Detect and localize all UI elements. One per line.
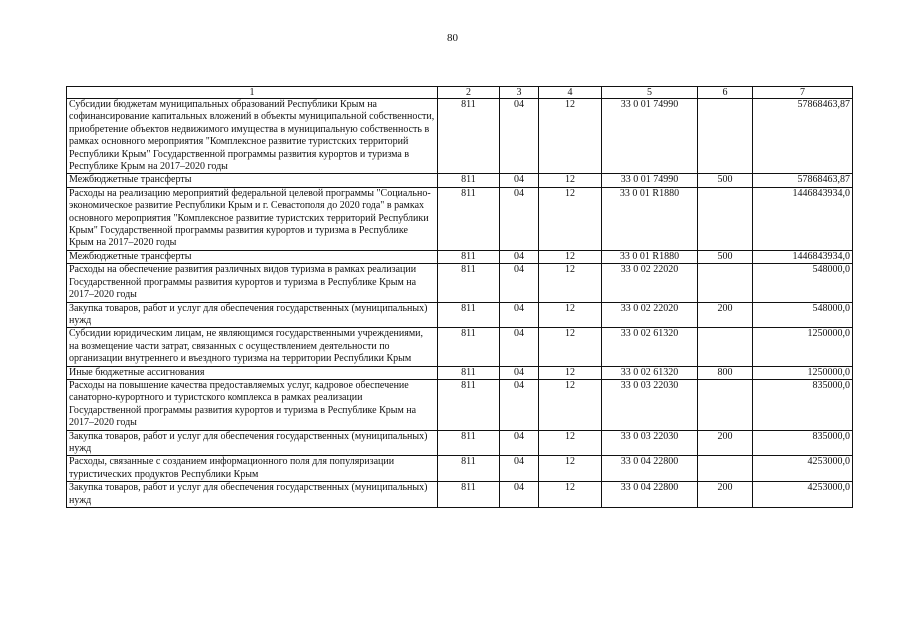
cell-expense-name: Межбюджетные трансферты	[67, 250, 438, 263]
cell-expense-type: 200	[698, 302, 753, 328]
cell-expense-name: Субсидии юридическим лицам, не являющимся государственными учреждениями, на возмещение части затрат, связанных с осуществлением деятельности по организации внутреннего и въездного туризма на территории Республики Крым	[67, 328, 438, 366]
header-col-5: 5	[602, 87, 698, 99]
cell-expense-type: 800	[698, 366, 753, 379]
cell-amount: 548000,0	[753, 264, 853, 302]
cell-target-article: 33 0 01 R1880	[602, 250, 698, 263]
cell-ministry-code: 811	[438, 456, 500, 482]
page-number: 80	[447, 32, 458, 44]
cell-expense-type	[698, 99, 753, 174]
table-row	[67, 366, 853, 379]
cell-section-code: 04	[500, 250, 539, 263]
cell-amount: 1446843934,0	[753, 250, 853, 263]
cell-ministry-code: 811	[438, 430, 500, 456]
cell-target-article: 33 0 03 22030	[602, 379, 698, 430]
cell-amount: 4253000,0	[753, 482, 853, 508]
cell-expense-name: Расходы на повышение качества предоставляемых услуг, кадровое обеспечение санаторно-курортного и туристского комплекса в рамках реализации Государственной программы развития курортов и туризма в Республике Крым на 2017–2020 годы	[67, 379, 438, 430]
table-row	[67, 99, 853, 174]
cell-subsection-code: 12	[539, 302, 602, 328]
cell-expense-type: 500	[698, 250, 753, 263]
cell-target-article: 33 0 02 22020	[602, 302, 698, 328]
cell-section-code: 04	[500, 174, 539, 187]
cell-amount: 548000,0	[753, 302, 853, 328]
cell-subsection-code: 12	[539, 430, 602, 456]
cell-expense-type: 200	[698, 482, 753, 508]
cell-subsection-code: 12	[539, 482, 602, 508]
cell-target-article: 33 0 04 22800	[602, 482, 698, 508]
cell-expense-type	[698, 187, 753, 250]
table-row	[67, 328, 853, 366]
header-row	[67, 87, 853, 99]
cell-ministry-code: 811	[438, 250, 500, 263]
cell-expense-name: Закупка товаров, работ и услуг для обеспечения государственных (муниципальных) нужд	[67, 302, 438, 328]
cell-ministry-code: 811	[438, 328, 500, 366]
cell-target-article: 33 0 01 74990	[602, 174, 698, 187]
table-row	[67, 456, 853, 482]
cell-ministry-code: 811	[438, 302, 500, 328]
cell-section-code: 04	[500, 456, 539, 482]
cell-section-code: 04	[500, 482, 539, 508]
cell-ministry-code: 811	[438, 187, 500, 250]
cell-section-code: 04	[500, 430, 539, 456]
cell-amount: 4253000,0	[753, 456, 853, 482]
cell-expense-name: Закупка товаров, работ и услуг для обеспечения государственных (муниципальных) нужд	[67, 482, 438, 508]
cell-subsection-code: 12	[539, 99, 602, 174]
table-row	[67, 430, 853, 456]
cell-amount: 1446843934,0	[753, 187, 853, 250]
cell-ministry-code: 811	[438, 366, 500, 379]
table-row	[67, 482, 853, 508]
cell-amount: 1250000,0	[753, 328, 853, 366]
cell-expense-type	[698, 328, 753, 366]
cell-section-code: 04	[500, 187, 539, 250]
header-col-3: 3	[500, 87, 539, 99]
budget-table	[66, 86, 853, 508]
header-col-4: 4	[539, 87, 602, 99]
cell-target-article: 33 0 02 61320	[602, 328, 698, 366]
cell-target-article: 33 0 02 61320	[602, 366, 698, 379]
cell-expense-name: Субсидии бюджетам муниципальных образований Республики Крым на софинансирование капитальных вложений в объекты муниципальной собственности, приобретение объектов недвижимого имущества в муниципальную собственность в рамках основного мероприятия "Комплексное развитие туристских территорий Республики Крым" Государственной программы развития курортов и туризма в Республике Крым на 2017–2020 годы	[67, 99, 438, 174]
cell-amount: 835000,0	[753, 379, 853, 430]
cell-target-article: 33 0 02 22020	[602, 264, 698, 302]
cell-section-code: 04	[500, 366, 539, 379]
cell-target-article: 33 0 01 74990	[602, 99, 698, 174]
cell-expense-type: 200	[698, 430, 753, 456]
table-row	[67, 264, 853, 302]
cell-subsection-code: 12	[539, 456, 602, 482]
cell-target-article: 33 0 03 22030	[602, 430, 698, 456]
cell-expense-type	[698, 264, 753, 302]
table-body	[67, 99, 853, 508]
cell-amount: 57868463,87	[753, 174, 853, 187]
cell-section-code: 04	[500, 379, 539, 430]
cell-expense-name: Расходы на реализацию мероприятий федеральной целевой программы "Социально-экономическое развитие Республики Крым и г. Севастополя до 2020 года" в рамках основного мероприятия "Комплексное развитие туристских территорий Республики Крым" Государственной программы развития курортов и туризма в Республике Крым на 2017–2020 годы	[67, 187, 438, 250]
cell-section-code: 04	[500, 328, 539, 366]
cell-amount: 57868463,87	[753, 99, 853, 174]
cell-subsection-code: 12	[539, 264, 602, 302]
table-row	[67, 174, 853, 187]
cell-section-code: 04	[500, 264, 539, 302]
cell-expense-type	[698, 456, 753, 482]
table-row	[67, 250, 853, 263]
cell-subsection-code: 12	[539, 187, 602, 250]
cell-subsection-code: 12	[539, 174, 602, 187]
cell-expense-name: Расходы на обеспечение развития различных видов туризма в рамках реализации Государственной программы развития курортов и туризма в Республике Крым на 2017–2020 годы	[67, 264, 438, 302]
cell-section-code: 04	[500, 99, 539, 174]
cell-ministry-code: 811	[438, 264, 500, 302]
cell-target-article: 33 0 04 22800	[602, 456, 698, 482]
header-col-6: 6	[698, 87, 753, 99]
cell-subsection-code: 12	[539, 328, 602, 366]
cell-ministry-code: 811	[438, 174, 500, 187]
header-col-1: 1	[67, 87, 438, 99]
cell-amount: 835000,0	[753, 430, 853, 456]
cell-expense-name: Иные бюджетные ассигнования	[67, 366, 438, 379]
header-col-2: 2	[438, 87, 500, 99]
cell-ministry-code: 811	[438, 379, 500, 430]
table-row	[67, 379, 853, 430]
table-header	[67, 87, 853, 99]
cell-subsection-code: 12	[539, 366, 602, 379]
table-row	[67, 187, 853, 250]
cell-expense-type: 500	[698, 174, 753, 187]
cell-ministry-code: 811	[438, 99, 500, 174]
header-col-7: 7	[753, 87, 853, 99]
cell-expense-name: Межбюджетные трансферты	[67, 174, 438, 187]
cell-expense-type	[698, 379, 753, 430]
cell-subsection-code: 12	[539, 250, 602, 263]
cell-target-article: 33 0 01 R1880	[602, 187, 698, 250]
cell-expense-name: Закупка товаров, работ и услуг для обеспечения государственных (муниципальных) нужд	[67, 430, 438, 456]
cell-ministry-code: 811	[438, 482, 500, 508]
cell-expense-name: Расходы, связанные с созданием информационного поля для популяризации туристических продуктов Республики Крым	[67, 456, 438, 482]
cell-amount: 1250000,0	[753, 366, 853, 379]
cell-section-code: 04	[500, 302, 539, 328]
table-row	[67, 302, 853, 328]
cell-subsection-code: 12	[539, 379, 602, 430]
